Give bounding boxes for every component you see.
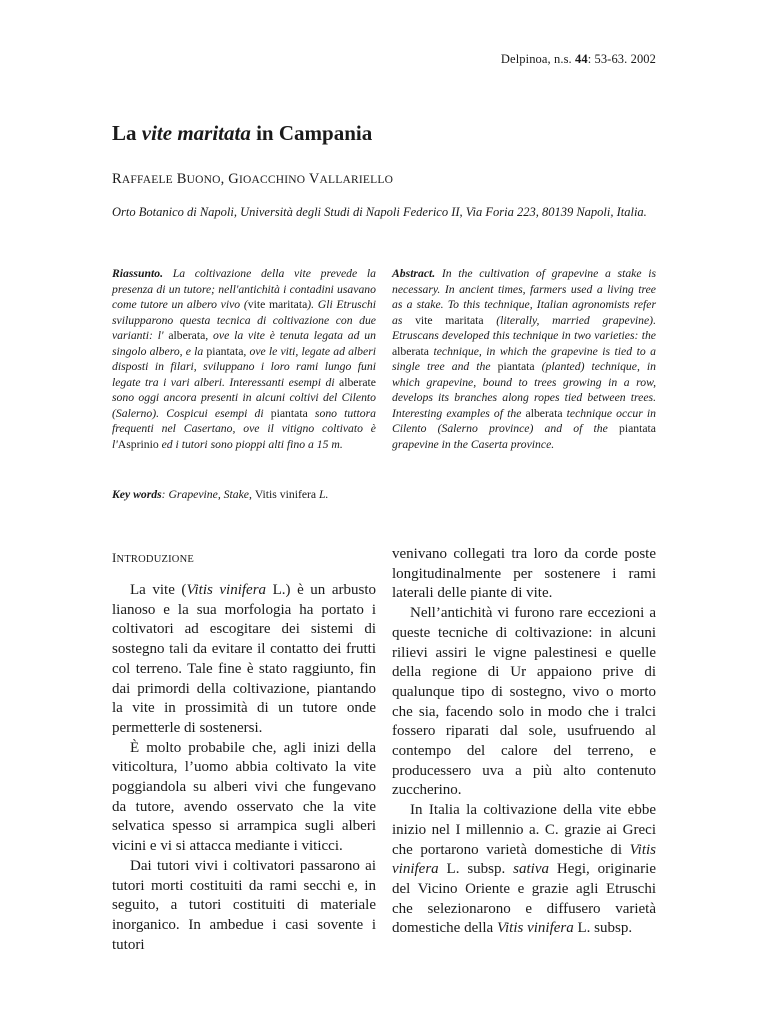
species-name: Vitis vinifera <box>186 582 267 598</box>
journal-pages-year: : 53-63. 2002 <box>587 52 656 66</box>
riassunto-text-3: , ove la vite è tenuta legata ad un singolo albero, e la <box>112 329 376 358</box>
title-part-3: in Campania <box>250 121 373 145</box>
body-text: In Italia la coltivazione della vite ebbe inizio nel I millennio a. C. grazie ai Greci che portarono varietà domestiche di <box>392 802 656 858</box>
body-text: L. subsp. <box>438 861 514 878</box>
body-paragraph: È molto probabile che, agli inizi della viticoltura, l’uomo abbia coltivato la vite poggiandola su alberi vivi che fungevano da tutore, avendo osservato che la vite selvatica spesso si arrampica sugli alberi vicini e vi si attacca mediante i viticci. <box>112 739 376 855</box>
section-initial: I <box>112 550 117 565</box>
abstract-label: Abstract. <box>392 267 436 280</box>
abstract-text-4: (planted) technique, in which grapevine, bound to trees growing in a row, develops its branches along ropes tied between trees. Interesting examples of the <box>392 360 656 420</box>
species-name: Vitis vinifera <box>496 920 574 937</box>
journal-citation <box>501 52 656 67</box>
body-paragraph: Nell’antichità vi furono rare eccezioni a queste tecniche di coltivazione: in alcuni rilievi assiri le vigne palestinesi e quelle della regione di Ur appaiono prive di qualunque tipo di sostegno, vivo o morto che sia, facendo solo in modo che i tralci fossero riparati dal sole, usufruendo al contempo del calore del terreno, e producessero uva a più alto contenuto zuccherino. <box>392 605 656 799</box>
abstract-term-3: piantata <box>497 360 535 373</box>
riassunto-text-4: , ove le viti, legate ad alberi disposti in filari, sviluppano i loro rami lungo funi legate tra i vari alberi. Interessanti esempi di <box>112 344 377 389</box>
title-part-1: La <box>112 121 142 145</box>
author1-last-initial: B <box>176 171 187 187</box>
keywords-line <box>112 488 328 501</box>
section-rest: NTRODUZIONE <box>116 554 194 565</box>
abstract-block <box>392 266 656 452</box>
author1-last-rest: UONO <box>186 174 221 186</box>
body-column-right <box>392 545 656 939</box>
body-paragraph: venivano collegati tra loro da corde poste longitudinalmente per sostenere i rami laterali delle piante di vite. <box>392 546 656 602</box>
author2-last-rest: ALLARIELLO <box>319 174 394 186</box>
riassunto-block <box>112 266 376 452</box>
riassunto-text-6: sono tuttora frequenti nel Casertano, ove il vitigno coltivato è l' <box>112 406 376 451</box>
abstract-term-2: alberata <box>392 344 429 358</box>
keywords-species: Vitis vinifera <box>254 488 317 501</box>
author2-last-initial: V <box>308 171 320 187</box>
author2-first-initial: G <box>228 171 239 187</box>
journal-volume: 44 <box>574 52 588 66</box>
riassunto-term-2: alberata <box>168 329 206 342</box>
paper-title <box>112 121 372 146</box>
abstract-text-3: technique, in which the grapevine is tied to a single tree and the <box>392 344 656 373</box>
author-separator: , <box>220 171 229 187</box>
abstract-text-6: grapevine in the Caserta province. <box>392 437 555 451</box>
species-name: Vitis vinifera <box>392 841 656 878</box>
keywords-text: : Grapevine, Stake, <box>161 488 255 501</box>
riassunto-term-1: vite maritata <box>247 298 308 311</box>
title-italic-part: vite maritata <box>141 121 251 145</box>
body-column-left <box>112 581 376 955</box>
abstract-text-2: (literally, married grapevine). Etruscans developed this technique in two varieties: the <box>392 313 656 342</box>
abstract-text-1: In the cultivation of grapevine a stake is necessary. In ancient times, farmers used a living tree as a stake. To this technique, Italian agronomists refer as <box>392 267 656 327</box>
journal-name: Delpinoa, n.s. <box>500 52 575 66</box>
riassunto-text-2: ). Gli Etruschi svilupparono questa tecnica di coltivazione con due varianti: l' <box>112 298 377 342</box>
abstract-term-1: vite maritata <box>415 313 484 327</box>
author1-first-rest: AFFAELE <box>121 174 173 186</box>
subspecies-name: sativa <box>513 861 549 878</box>
abstract-text-5: technique occur in Cilento (Salerno province) and of the <box>392 406 656 435</box>
body-text: Hegi, originarie del Vicino Oriente e grazie agli Etruschi che selezionarono e diffusero varietà domestiche della <box>392 861 656 937</box>
riassunto-term-5: piantata <box>270 406 308 420</box>
riassunto-term-6: Asprinio <box>117 437 159 451</box>
keywords-label: Key words <box>112 488 162 501</box>
affiliation: Orto Botanico di Napoli, Università degli Studi di Napoli Federico II, Via Foria 223, 80139 Napoli, Italia. <box>112 205 647 219</box>
riassunto-term-4: alberate <box>339 375 376 389</box>
author-list <box>112 171 393 188</box>
body-text: L. subsp. <box>573 920 633 937</box>
body-text: L.) è un arbusto lianoso e la sua morfologia ha portato i coltivatori ad escogitare dei sistemi di sostegno tali da evitare il contatto dei frutti col terreno. Tale fine è stato raggiunto, fin dai primordi della coltivazione, piantando la vite in prossimità di un tutore onde permetterle di sostenersi. <box>112 582 377 736</box>
author2-first-rest: IOACCHINO <box>238 174 306 186</box>
riassunto-text-5: sono oggi ancora presenti in alcuni coltivi del Cilento (Salerno). Cospicui esempi di <box>112 391 376 420</box>
author1-first-initial: R <box>112 171 122 187</box>
riassunto-term-3: piantata <box>206 344 244 358</box>
body-paragraph <box>392 801 656 939</box>
riassunto-text-1: La coltivazione della vite prevede la presenza di un tutore; nell'antichità i contadini usavano come tutore un albero vivo ( <box>112 267 376 311</box>
body-paragraph: Dai tutori vivi i coltivatori passarono ai tutori morti costituiti da rami secchi e, in seguito, a tutori costituiti di materiale inorganico. In ambedue i casi sovente i tutori <box>112 857 376 953</box>
riassunto-label: Riassunto. <box>112 267 163 280</box>
section-heading-introduzione <box>112 550 194 566</box>
abstract-term-5: piantata <box>619 422 656 435</box>
body-paragraph <box>112 581 376 739</box>
body-text: La vite ( <box>130 582 187 598</box>
keywords-authority: L. <box>316 488 329 501</box>
abstract-term-4: alberata <box>525 406 563 420</box>
riassunto-text-7: ed i tutori sono pioppi alti fino a 15 m. <box>158 437 343 451</box>
